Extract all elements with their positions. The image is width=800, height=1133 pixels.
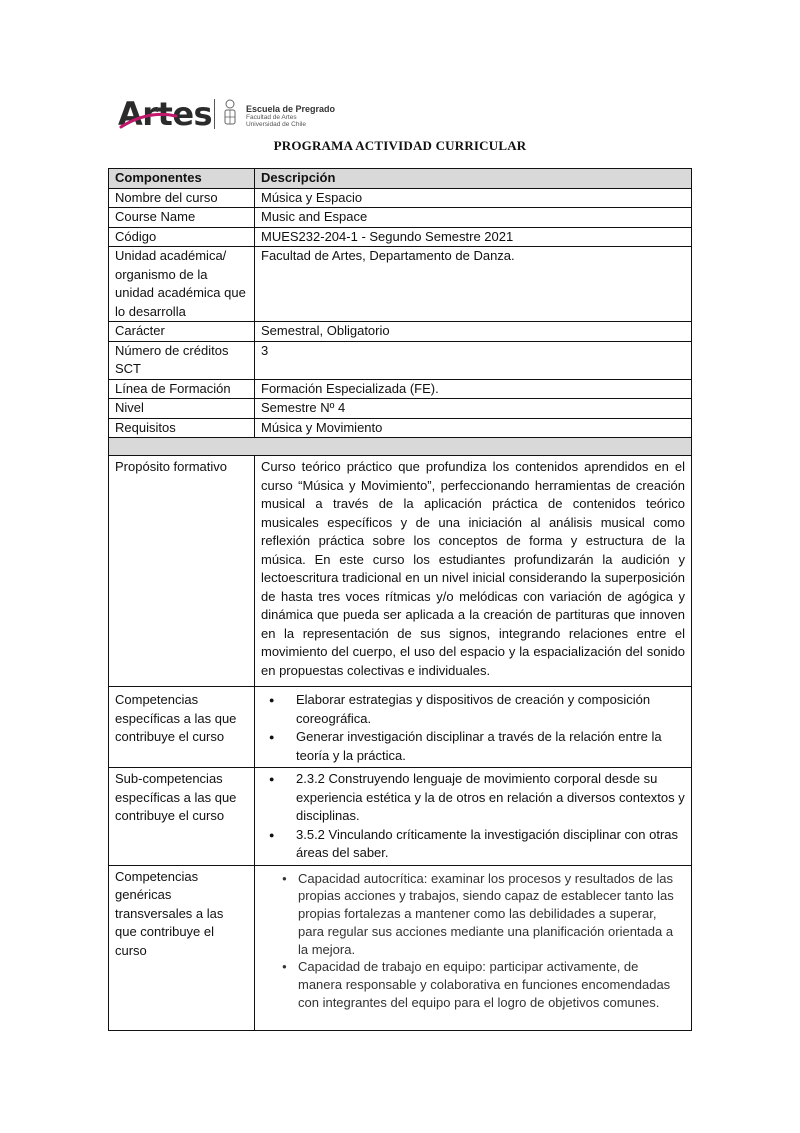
genericas-cell	[255, 865, 692, 1030]
row-value: 3	[255, 341, 692, 379]
row-label: Nombre del curso	[109, 188, 255, 208]
spacer-row	[109, 438, 692, 456]
genericas-list	[261, 870, 685, 1012]
competencias-label: Competencias específicas a las que contribuye el curso	[109, 687, 255, 768]
table-row	[109, 418, 692, 438]
subcompetencias-label: Sub-competencias específicas a las que contribuye el curso	[109, 768, 255, 866]
row-value: Formación Especializada (FE).	[255, 379, 692, 399]
row-value: Semestre Nº 4	[255, 399, 692, 419]
competencias-cell	[255, 687, 692, 768]
genericas-row	[109, 865, 692, 1030]
table-row	[109, 341, 692, 379]
row-value: MUES232-204-1 - Segundo Semestre 2021	[255, 227, 692, 247]
row-value: Música y Espacio	[255, 188, 692, 208]
row-label: Carácter	[109, 322, 255, 342]
list-item: ● 3.5.2 Vinculando críticamente la investigación disciplinar con otras áreas del saber.	[261, 826, 685, 863]
competencias-row	[109, 687, 692, 768]
row-label: Requisitos	[109, 418, 255, 438]
genericas-label: Competencias genéricas transversales a las que contribuye el curso	[109, 865, 255, 1030]
proposito-label: Propósito formativo	[109, 456, 255, 687]
list-item: ● Elaborar estrategias y dispositivos de creación y composición coreográfica.	[261, 691, 685, 728]
row-value: Music and Espace	[255, 208, 692, 228]
table-row	[109, 322, 692, 342]
row-value: Facultad de Artes, Departamento de Danza.	[255, 247, 692, 322]
list-item: ● Capacidad de trabajo en equipo: participar activamente, de manera responsable y colaborativa en funciones encomendadas con integrantes del equipo para el logro de objetivos comunes.	[261, 958, 685, 1011]
logo-swoosh-icon	[118, 96, 214, 132]
spacer-cell	[109, 438, 692, 456]
row-label: Course Name	[109, 208, 255, 228]
list-item: ● Capacidad autocrítica: examinar los procesos y resultados de las propias acciones y trabajos, siendo capaz de establecer tanto las propias fortalezas a mantener como las debilidades a superar, para regular sus acciones mediante una planificación orientada a la mejora.	[261, 870, 685, 959]
header-descripcion: Descripción	[255, 169, 692, 189]
row-value: Música y Movimiento	[255, 418, 692, 438]
university-seal-icon	[219, 98, 241, 130]
logo-divider	[214, 99, 215, 129]
logo-university-name: Universidad de Chile	[246, 121, 306, 128]
table-row	[109, 227, 692, 247]
program-table	[108, 168, 692, 1031]
subcompetencias-row	[109, 768, 692, 866]
proposito-text: Curso teórico práctico que profundiza los contenidos aprendidos en el curso “Música y Movimiento”, perfeccionando herramientas de creación musical a través de la aplicación práctica de contenidos teórico musicales específicos y de una iniciación al análisis musical como reflexión práctica sobre los conceptos de forma y estructura de la música. En este curso los estudiantes profundizarán la audición y lectoescritura tradicional en un nivel inicial considerando la superposición de hasta tres voces rítmicas y/o melódicas con variación de agógica y dinámica que pueda ser aplicada a la creación de partituras que innoven en la representación de sus signos, integrando relaciones entre el movimiento del cuerpo, el uso del espacio y la espacialización del sonido en propuestas colectivas e individuales.	[255, 456, 692, 687]
header-componentes: Componentes	[109, 169, 255, 189]
logo-faculty-name: Facultad de Artes	[246, 114, 297, 121]
subcompetencias-list	[261, 770, 685, 863]
row-label: Unidad académica/ organismo de la unidad académica que lo desarrolla	[109, 247, 255, 322]
table-row	[109, 379, 692, 399]
logo-faculty	[246, 114, 306, 128]
row-label: Nivel	[109, 399, 255, 419]
list-item: ● Generar investigación disciplinar a través de la relación entre la teoría y la práctica.	[261, 728, 685, 765]
subcompetencias-cell	[255, 768, 692, 866]
table-row	[109, 399, 692, 419]
competencias-list	[261, 691, 685, 765]
row-value: Semestral, Obligatorio	[255, 322, 692, 342]
row-label: Línea de Formación	[109, 379, 255, 399]
list-item: ● 2.3.2 Construyendo lenguaje de movimiento corporal desde su experiencia estética y la de otros en relación a diversos contextos y disciplinas.	[261, 770, 685, 826]
logo-school-name: Escuela de Pregrado	[246, 104, 336, 114]
table-header-row	[109, 169, 692, 189]
document-title: PROGRAMA ACTIVIDAD CURRICULAR	[273, 138, 527, 153]
table-row	[109, 188, 692, 208]
table-row	[109, 247, 692, 322]
table-row	[109, 208, 692, 228]
proposito-row	[109, 456, 692, 687]
row-label: Código	[109, 227, 255, 247]
row-label: Número de créditos SCT	[109, 341, 255, 379]
logo-wordmark: Artes	[118, 95, 213, 133]
